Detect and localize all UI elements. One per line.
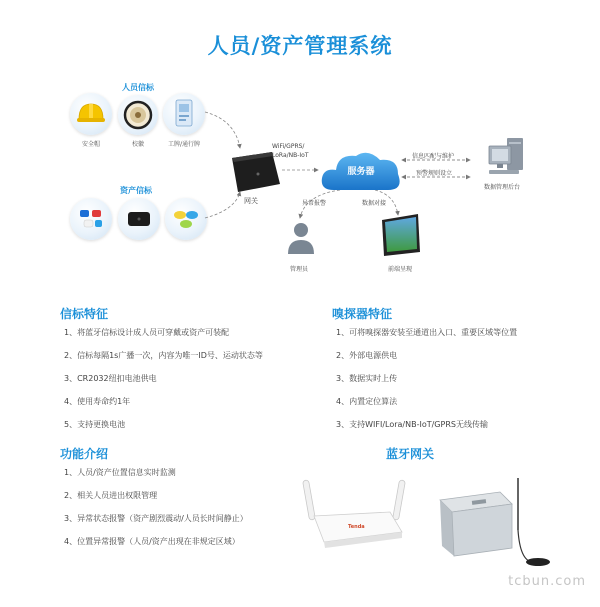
link-label-1: WiFi/GPRS/ (272, 143, 305, 150)
router-brand: Tenda (348, 524, 365, 530)
watermark: tcbun.com (508, 574, 586, 589)
server-arrow-top-label: 信息匹配与维护 (412, 153, 455, 160)
manager-figure (285, 220, 317, 256)
list-item: 5、支持更换电池 (64, 420, 126, 429)
backend-label: 数据管理后台 (484, 184, 521, 191)
list-item: 1、将蓝牙信标设计成人员可穿戴或资产可装配 (64, 328, 230, 337)
list-item: 3、CR2032纽扣电池供电 (64, 374, 157, 383)
person-tag-group-label: 人员信标 (122, 83, 154, 92)
list-item: 2、信标每隔1s广播一次，内容为唯一ID号、运动状态等 (64, 351, 263, 360)
list-item: 2、相关人员进出权限管理 (64, 491, 158, 500)
workcard-label: 工牌/通行牌 (167, 141, 201, 148)
list-item: 1、可将嗅探器安装至通道出入口、重要区域等位置 (336, 328, 518, 337)
list-item: 4、内置定位算法 (336, 397, 398, 406)
link-label-2: LoRa/NB-IoT (272, 152, 309, 159)
list-item: 1、人员/资产位置信息实时监测 (64, 468, 176, 477)
outdoor-gateway-image (420, 470, 570, 580)
list-item: 3、支持WIFI/Lora/NB-IoT/GPRS无线传输 (336, 420, 488, 429)
computer-icon (485, 136, 533, 180)
asset-tag-group-label: 资产信标 (120, 186, 152, 195)
badge-label: 校徽 (131, 141, 144, 148)
helmet-label: 安全帽 (81, 141, 100, 148)
alarm-label: 异常报警 (302, 200, 327, 207)
list-item: 2、外部电源供电 (336, 351, 398, 360)
server-arrow-bottom-label: 预警规则设立 (416, 170, 453, 177)
beacon-features-list (64, 327, 263, 442)
functions-heading: 功能介绍 (60, 447, 109, 461)
router-image (300, 478, 410, 553)
outdoor-box-icon (420, 470, 570, 580)
frontend-label: 前端呈现 (388, 266, 413, 273)
data-link-label: 数据对接 (362, 200, 387, 207)
gateway-label: 网关 (244, 197, 258, 205)
monitor-icon (378, 212, 424, 260)
cloud-label: 服务器 (347, 167, 375, 177)
functions-list (64, 467, 248, 559)
page-title: 人员/资产管理系统 (207, 34, 393, 58)
bluetooth-gateway-heading: 蓝牙网关 (386, 447, 435, 461)
sniffer-features-heading: 嗅探器特征 (332, 307, 393, 321)
sniffer-features-list (336, 327, 517, 442)
list-item: 3、数据实时上传 (336, 374, 398, 383)
list-item: 3、异常状态报警（资产剧烈震动/人员长时间静止） (64, 514, 248, 523)
router-icon (300, 478, 410, 553)
list-item: 4、位置异常报警（人员/资产出现在非规定区域） (64, 537, 240, 546)
manager-label: 管理员 (290, 266, 309, 273)
list-item: 4、使用寿命约1年 (64, 397, 131, 406)
frontend-display (378, 212, 424, 260)
beacon-features-heading: 信标特征 (60, 307, 109, 321)
server-cloud (318, 146, 404, 194)
user-icon (285, 220, 317, 256)
backend-pc (485, 136, 533, 180)
